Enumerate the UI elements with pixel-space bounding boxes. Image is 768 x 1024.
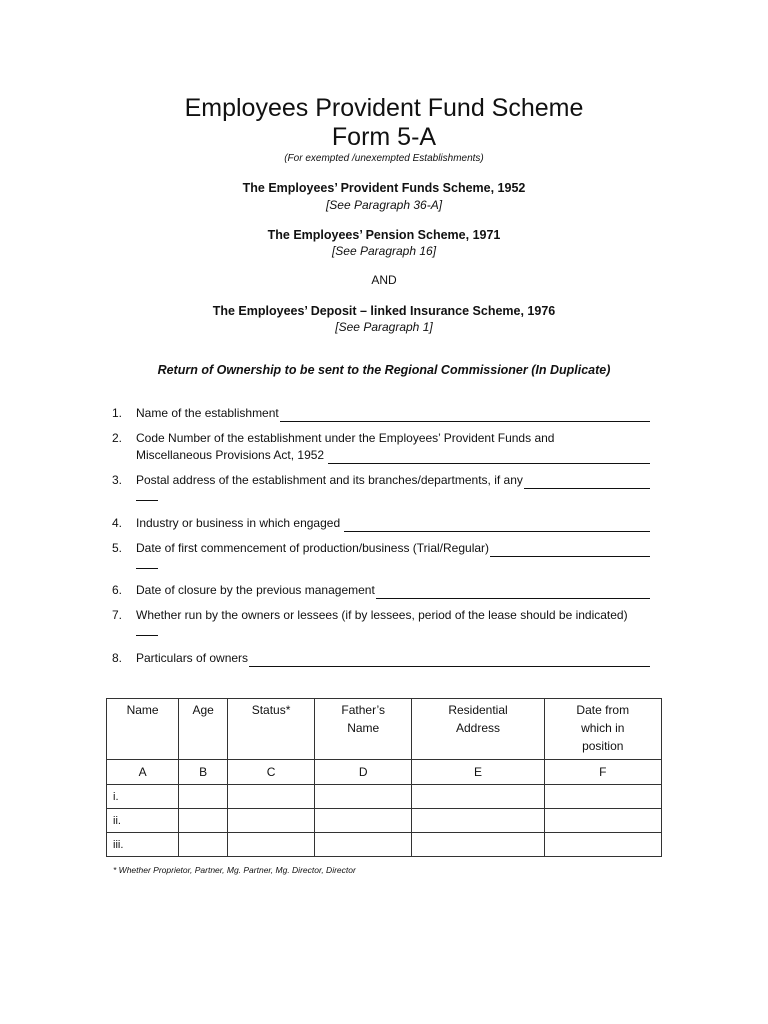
status-footnote: * Whether Proprietor, Partner, Mg. Partner, Mg. Director, Director: [113, 865, 356, 875]
item-number: 3.: [112, 473, 123, 487]
item-number: 1.: [112, 406, 123, 420]
row-number: i.: [107, 785, 179, 809]
scheme-1-name: The Employees’ Provident Funds Scheme, 1952: [242, 181, 526, 195]
table-cell[interactable]: [228, 809, 315, 833]
scheme-1-paragraph: [See Paragraph 36-A]: [325, 198, 443, 212]
item-number: 7.: [112, 608, 123, 622]
scheme-2-name: The Employees’ Pension Scheme, 1971: [267, 228, 501, 242]
postal-address-field-continuation[interactable]: [136, 490, 158, 501]
table-letter-row: [107, 760, 662, 785]
column-header-fathers-name: Father’s Name: [314, 699, 412, 760]
scheme-3-name: The Employees’ Deposit – linked Insurance Scheme, 1976: [212, 304, 556, 318]
item-number: 6.: [112, 583, 123, 597]
table-cell[interactable]: [228, 833, 315, 857]
table-cell[interactable]: [412, 809, 544, 833]
industry-field[interactable]: [344, 518, 650, 532]
table-row: [107, 809, 662, 833]
table-cell[interactable]: [179, 833, 228, 857]
column-letter: C: [228, 760, 315, 785]
table-cell[interactable]: [314, 785, 412, 809]
commencement-date-field[interactable]: [490, 543, 650, 557]
item-label: Name of the establishment: [136, 406, 279, 420]
column-letter: D: [314, 760, 412, 785]
closure-date-field[interactable]: [376, 585, 650, 599]
table-cell[interactable]: [228, 785, 315, 809]
postal-address-field[interactable]: [524, 475, 650, 489]
item-number: 5.: [112, 541, 123, 555]
table-cell[interactable]: [412, 833, 544, 857]
form-applicability: (For exempted /unexempted Establishments): [284, 153, 484, 164]
table-cell[interactable]: [179, 809, 228, 833]
table-cell[interactable]: [179, 785, 228, 809]
conjunction: AND: [371, 273, 397, 287]
column-header-residential-address: Residential Address: [412, 699, 544, 760]
column-header-name: Name: [107, 699, 179, 760]
table-header-row: [107, 699, 662, 760]
table-cell[interactable]: [544, 833, 661, 857]
item-label: Whether run by the owners or lessees (if by lessees, period of the lease should be indicated): [136, 608, 628, 622]
item-label: Date of first commencement of production/business (Trial/Regular): [136, 541, 490, 555]
column-header-date-from: Date from which in position: [544, 699, 661, 760]
table-row: [107, 833, 662, 857]
item-number: 2.: [112, 431, 123, 445]
column-header-age: Age: [179, 699, 228, 760]
table-row: [107, 785, 662, 809]
form-number: Form 5-A: [331, 123, 437, 151]
row-number: ii.: [107, 809, 179, 833]
column-letter: B: [179, 760, 228, 785]
table-cell[interactable]: [544, 785, 661, 809]
return-heading: Return of Ownership to be sent to the Regional Commissioner (In Duplicate): [157, 363, 611, 377]
table-cell[interactable]: [314, 809, 412, 833]
item-label: Date of closure by the previous management: [136, 583, 375, 597]
column-letter: A: [107, 760, 179, 785]
item-number: 8.: [112, 651, 123, 665]
owners-table: [106, 698, 662, 857]
item-label-line2: Miscellaneous Provisions Act, 1952: [136, 448, 325, 462]
owners-or-lessees-field[interactable]: [136, 625, 158, 636]
item-label: Postal address of the establishment and its branches/departments, if any: [136, 473, 523, 487]
scheme-3-paragraph: [See Paragraph 1]: [335, 320, 433, 334]
item-label: Industry or business in which engaged: [136, 516, 341, 530]
item-label-line1: Code Number of the establishment under the Employees’ Provident Funds and: [136, 431, 555, 445]
scheme-2-paragraph: [See Paragraph 16]: [331, 244, 437, 258]
item-number: 4.: [112, 516, 123, 530]
table-cell[interactable]: [314, 833, 412, 857]
column-letter: E: [412, 760, 544, 785]
item-label: Particulars of owners: [136, 651, 249, 665]
row-number: iii.: [107, 833, 179, 857]
establishment-name-field[interactable]: [280, 408, 650, 422]
table-cell[interactable]: [412, 785, 544, 809]
column-header-status: Status*: [228, 699, 315, 760]
commencement-date-field-continuation[interactable]: [136, 558, 158, 569]
table-cell[interactable]: [544, 809, 661, 833]
owners-particulars-field[interactable]: [249, 653, 650, 667]
code-number-field[interactable]: [328, 450, 650, 464]
form-title: Employees Provident Fund Scheme: [184, 94, 584, 122]
column-letter: F: [544, 760, 661, 785]
